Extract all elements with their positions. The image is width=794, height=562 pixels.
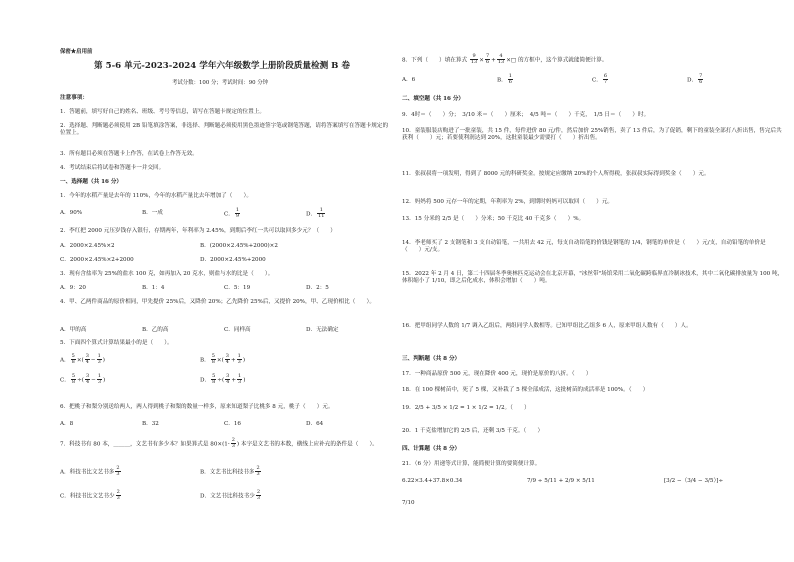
exam-info: 考试分数：100 分；考试时间：90 分钟 bbox=[172, 80, 269, 86]
q4-option-b: B．乙的高 bbox=[142, 327, 169, 333]
q3-option-a: A．9：20 bbox=[60, 285, 86, 291]
q12-text: 12．妈妈将 500 元存一年的定期，年利率为 2%，到期时妈妈可以取回（ ）元。 bbox=[402, 199, 614, 205]
notes-heading: 注意事项： bbox=[60, 95, 88, 101]
q8-option-d: D． $\frac{7}{6}$ bbox=[687, 73, 703, 86]
q21-text: 21．（6 分）用递等式计算，能简便计算的要简便计算。 bbox=[402, 461, 541, 467]
q15-text: 15．2022 年 2 月 4 日，第二十四届冬季奥林匹克运动会在北京开幕，"冰丝带"场馆采用二氧化碳跨临界直冷制冰技术，其中二氧化碳排放量为 100 吨，体积缩小了 1/10，即之后化成水，体积会增加（ ）吨。 bbox=[402, 271, 784, 284]
left-column bbox=[60, 0, 395, 562]
q11-text: 11．张叔叔将一项发明，得到了 8000 元的科研奖金。按规定应缴纳 20%的个人所得税，张叔叔实际得到奖金（ ）元。 bbox=[402, 171, 710, 177]
q2-option-d: D．2000×2.45%+2000 bbox=[200, 257, 266, 263]
section-1-heading: 一、选择题（共 16 分） bbox=[60, 179, 123, 185]
note-2: 2．选择题、判断题必须使用 2B 铅笔填涂答案，非选择、判断题必须使用黑色墨迹签字笔或钢笔答题，请将答案填写在答题卡规定的位置上。 bbox=[60, 123, 389, 136]
q17-text: 17．一种商品原价 500 元，现在降价 400 元，现价是原价的八折。（ ） bbox=[402, 371, 592, 377]
q1-option-b: B．一成 bbox=[142, 210, 163, 216]
q6-option-d: D．64 bbox=[306, 421, 324, 427]
q8-option-b: B． $\frac{1}{6}$ bbox=[497, 73, 512, 86]
q9-text: 9．4时＝（ ）分； 3/10 米＝（ ）厘米； 4/5 吨＝（ ）千克， 1/5 日＝（ ）时。 bbox=[402, 112, 650, 118]
q2-option-a: A．2000×2.45%×2 bbox=[60, 243, 115, 249]
q5-option-d: D． $\frac{5}{8}$ ÷( $\frac{3}{4}$ + $\frac{1}{3}$ ) bbox=[200, 373, 246, 386]
right-column bbox=[402, 0, 787, 562]
q5-option-a: A． $\frac{5}{8}$ ×( $\frac{3}{4}$ − $\frac{1}{3}$ ) bbox=[60, 353, 105, 366]
q1-option-a: A．90% bbox=[60, 210, 83, 216]
q6-option-c: C．16 bbox=[224, 421, 241, 427]
q5-option-c: C． $\frac{5}{8}$ ÷( $\frac{3}{4}$ − $\frac{1}{3}$ ) bbox=[60, 373, 106, 386]
q5-option-b: B． $\frac{5}{8}$ ×( $\frac{3}{4}$ + $\frac{1}{3}$ ) bbox=[200, 353, 246, 366]
q7-option-c: C．科技书比文艺书少 $\frac{2}{3}$ bbox=[60, 489, 120, 502]
q2-option-c: C．2000×2.45%×2+2000 bbox=[60, 257, 134, 263]
q6-option-a: A．8 bbox=[60, 421, 74, 427]
q8-option-a: A．6 bbox=[402, 77, 416, 83]
q2-option-b: B．(2000×2.45%+2000)×2 bbox=[200, 243, 278, 249]
note-3: 3．所有题目必须在答题卡上作答，在试卷上作答无效。 bbox=[60, 151, 198, 157]
section-4-heading: 四、计算题（共 8 分） bbox=[402, 446, 461, 452]
q8-option-c: C． $\frac{6}{7}$ bbox=[592, 73, 608, 86]
q1-option-d: D． $\frac{1}{11}$ bbox=[306, 207, 325, 220]
q6-text: 6．把桃子和梨分别送给两人，两人得到桃子和梨的数量一样多，原来知道梨子比桃多 8 元，桃子（ ）元。 bbox=[60, 404, 334, 410]
q7-option-d: D．文艺书比科技书少 $\frac{2}{3}$ bbox=[200, 489, 261, 502]
page-title: 第 5-6 单元-2023-2024 学年六年级数学上册阶段质量检测 B 卷 bbox=[94, 61, 351, 71]
q20-text: 20．1 千克盐增加它的 2/5 后，还剩 3/5 千克。（ ） bbox=[402, 428, 544, 434]
secret-label: 保密★启用前 bbox=[60, 49, 93, 55]
calc-1: 6.22×3.4+37.8×0.34 bbox=[402, 478, 463, 484]
q4-option-a: A．甲的高 bbox=[60, 327, 87, 333]
q1-option-c: C． $\frac{1}{9}$ bbox=[224, 207, 240, 220]
note-4: 4．考试结束后将试卷和答题卡一并交回。 bbox=[60, 165, 165, 171]
q1-text: 1．今年的水稻产量是去年的 110%，今年的水稻产量比去年增加了（ ）。 bbox=[60, 193, 252, 199]
q5-text: 5．下面四个算式计算结果最小的是（ ）。 bbox=[60, 340, 173, 346]
q6-option-b: B．32 bbox=[142, 421, 159, 427]
q3-option-d: D．2：5 bbox=[306, 285, 329, 291]
q13-text: 13．15 分米的 2/5 是（ ）分米；50 千克比 40 千克多（ ）%。 bbox=[402, 216, 585, 222]
q4-text: 4．甲、乙两件商品的原价相同，甲先提价 25%后，又降价 20%；乙先降价 25%后，又提价 20%，甲、乙现价相比（ ）。 bbox=[60, 299, 375, 305]
calc-3: [3/2 −（3/4 − 3/5）]÷ bbox=[664, 478, 724, 484]
q4-option-c: C．同样高 bbox=[224, 327, 251, 333]
q16-text: 16．把甲组同学人数的 1/7 调入乙组后，两组同学人数相等。已知甲组比乙组多 6 人，原来甲组人数有（ ）人。 bbox=[402, 323, 692, 329]
q8-text: 8．下列（ ）填在算式 $\frac{9}{13}$ × $\frac{7}{6}$ + $\frac{4}{13}$ ×□ 的方框中，这个算式就能简便计算。 bbox=[402, 53, 608, 66]
calc-2: 7/9 ÷ 5/11 + 2/9 × 5/11 bbox=[527, 478, 595, 484]
q7-option-a: A．科技书比文艺书多 $\frac{2}{3}$ bbox=[60, 465, 120, 478]
q18-text: 18．在 100 棵树苗中，死了 5 棵，又补栽了 5 棵全部成活，这批树苗的成活率是 100%。（ ） bbox=[402, 387, 649, 393]
q10-text: 10．童装服装店购进了一批童装，共 15 件，每件进价 80 元/件，然后加价 25%销售，卖了 13 件后，为了促销，剩下的童装全部打八折出售，售完后共获利（ ）元；若要使利润达到 20%，这批童装最少需要打（ ）折出售。 bbox=[402, 128, 782, 141]
section-2-heading: 二、填空题（共 16 分） bbox=[402, 96, 465, 102]
fraction: $\frac{1}{9}$ bbox=[235, 207, 240, 220]
fraction: $\frac{1}{11}$ bbox=[318, 207, 325, 220]
q3-option-b: B．1：4 bbox=[142, 285, 165, 291]
q19-text: 19．2/5 + 3/5 × 1/2 = 1 × 1/2 = 1/2。（ ） bbox=[402, 405, 530, 411]
calc-3-tail: 7/10 bbox=[402, 500, 415, 506]
q7-text: 7．科技书有 80 本，______，文艺书有多少本？如果算式是 80×(1- $\frac{2}{3}$ ) 本字是文艺书的本数，横线上应补充的条件是（ ）。 bbox=[60, 437, 378, 450]
note-1: 1．答题前，填写好自己的姓名、班级、考号等信息，请写在答题卡规定的位置上。 bbox=[60, 109, 265, 115]
q4-option-d: D．无法确定 bbox=[306, 327, 339, 333]
q3-option-c: C．5：19 bbox=[224, 285, 251, 291]
q7-option-b: B．文艺书比科技书多 $\frac{2}{3}$ bbox=[200, 465, 260, 478]
q2-text: 2．李红把 2000 元压岁钱存入银行，存期两年，年利率为 2.45%，到期后李红一共可以取回多少元？（ ） bbox=[60, 228, 336, 234]
q3-text: 3．现有含盐率为 25%的盐水 100 克，如再加入 20 克水，则盐与水的比是（ ）。 bbox=[60, 271, 274, 277]
q14-text: 14．李老师买了 2 支钢笔和 3 支自动铅笔，一共用去 42 元，每支自动铅笔的价钱是钢笔的 1/4，钢笔的单价是（ ）元/支，自动铅笔的单价是（ ）元/支。 bbox=[402, 240, 766, 253]
section-3-heading: 三、判断题（共 8 分） bbox=[402, 356, 461, 362]
